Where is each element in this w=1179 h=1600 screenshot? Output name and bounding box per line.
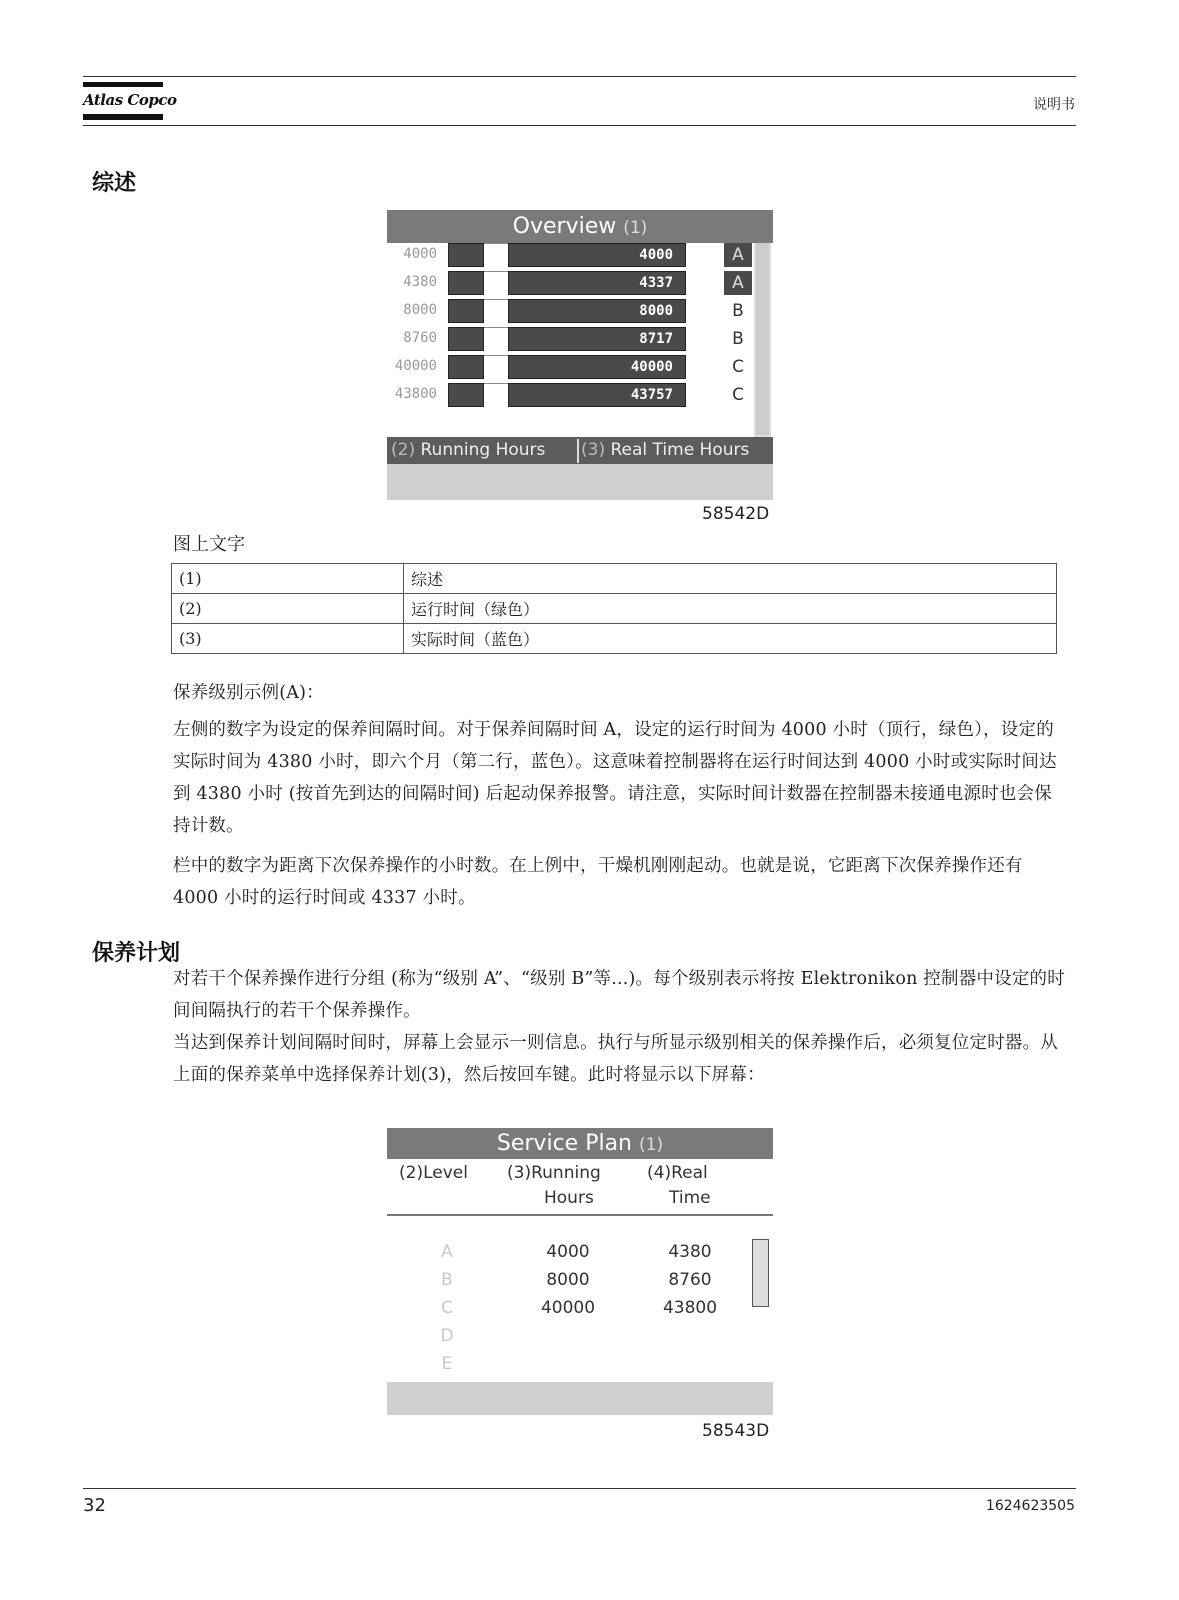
progress-bar-gap	[484, 327, 508, 351]
overview-screen	[387, 210, 773, 500]
overview-footer-bar	[387, 437, 773, 464]
atlas-copco-logo	[83, 82, 177, 122]
overview-screen-title	[387, 210, 773, 243]
paragraph-remaining-hours: 栏中的数字为距离下次保养操作的小时数。在上例中，干燥机刚刚起动。也就是说，它距离下次保养操作还有 4000 小时的运行时间或 4337 小时。	[173, 856, 1023, 908]
set-interval-value: 40000	[394, 358, 437, 374]
plan-running-hours: 40000	[540, 1298, 596, 1318]
service-plan-figure-code: 58543D	[702, 1421, 770, 1441]
footer-divider	[577, 439, 579, 463]
legend-caption: 图上文字	[173, 534, 245, 555]
legend-text: 综述	[404, 564, 1057, 594]
overview-title-text: Overview	[512, 214, 617, 239]
col-running-label-1: Running	[531, 1163, 601, 1183]
progress-bar-gap	[484, 271, 508, 295]
document-number: 1624623505	[985, 1498, 1075, 1514]
remaining-hours-value: 4337	[508, 271, 686, 295]
progress-bar-start	[448, 243, 484, 267]
overview-scrollbar-thumb[interactable]	[756, 243, 769, 435]
service-plan-screen-title	[387, 1128, 773, 1159]
plan-real-time: 43800	[662, 1298, 718, 1318]
real-time-hours-tab[interactable]	[581, 437, 749, 464]
progress-bar-gap	[484, 243, 508, 267]
remaining-hours-value: 43757	[508, 383, 686, 407]
overview-row	[387, 355, 773, 379]
page-number: 32	[83, 1495, 106, 1516]
col-level-label: Level	[423, 1163, 468, 1183]
progress-bar-start	[448, 271, 484, 295]
set-interval-value: 4380	[403, 274, 437, 290]
service-level: C	[732, 385, 744, 405]
plan-running-hours: 4000	[546, 1242, 590, 1262]
col-running-num: (3)	[507, 1163, 532, 1183]
overview-row	[387, 299, 773, 323]
paragraph-reset-timer: 当达到保养计划间隔时间时，屏幕上会显示一则信息。执行与所显示级别相关的保养操作后，必须复位定时器。从上面的保养菜单中选择保养计划(3)，然后按回车键。此时将显示以下屏幕：	[173, 1033, 1058, 1085]
progress-bar-gap	[484, 299, 508, 323]
service-plan-scrollbar[interactable]	[752, 1239, 769, 1307]
set-interval-value: 8760	[403, 330, 437, 346]
real-time-hours-num: (3)	[581, 440, 606, 460]
legend-key: (1)	[172, 564, 404, 594]
remaining-hours-value: 8717	[508, 327, 686, 351]
legend-key: (3)	[172, 624, 404, 654]
plan-level: B	[441, 1270, 453, 1290]
plan-level: D	[440, 1326, 454, 1346]
paragraph-level-grouping: 对若干个保养操作进行分组 (称为“级别 A”、“级别 B”等...)。每个级别表示将按 Elektronikon 控制器中设定的时间间隔执行的若干个保养操作。	[173, 969, 1065, 1021]
col-level-num: (2)	[399, 1163, 424, 1183]
overview-bottom-bar	[387, 464, 773, 500]
plan-level: A	[441, 1242, 453, 1262]
header-rule-top	[83, 76, 1076, 77]
legend-text: 实际时间（蓝色）	[404, 624, 1057, 654]
plan-running-hours: 8000	[546, 1270, 590, 1290]
progress-bar-start	[448, 327, 484, 351]
plan-real-time: 4380	[668, 1242, 712, 1262]
col-real-label-2: Time	[669, 1188, 711, 1208]
real-time-hours-label: Real Time Hours	[610, 440, 750, 460]
col-real-num: (4)	[647, 1163, 672, 1183]
doc-type-label: 说明书	[1033, 97, 1075, 113]
col-header-real	[647, 1161, 711, 1211]
remaining-hours-value: 4000	[508, 243, 686, 267]
col-running-label-2: Hours	[544, 1188, 594, 1208]
service-level: B	[732, 329, 744, 349]
legend-row	[172, 564, 1057, 594]
progress-bar-start	[448, 299, 484, 323]
service-plan-bottom-bar	[387, 1382, 773, 1415]
legend-row	[172, 624, 1057, 654]
service-level: B	[732, 301, 744, 321]
logo-bar-bottom	[83, 114, 163, 120]
service-plan-title-num: (1)	[639, 1135, 664, 1155]
header-divider	[387, 1214, 773, 1216]
logo-bar-top	[83, 82, 163, 87]
running-hours-tab[interactable]	[391, 437, 545, 464]
example-label: 保养级别示例(A)：	[173, 683, 324, 703]
plan-real-time: 8760	[668, 1270, 712, 1290]
plan-level: E	[441, 1354, 453, 1374]
progress-bar-gap	[484, 383, 508, 407]
service-level: C	[732, 357, 744, 377]
service-level: A	[724, 243, 752, 267]
service-level: A	[724, 271, 752, 295]
overview-row	[387, 327, 773, 351]
remaining-hours-value: 40000	[508, 355, 686, 379]
overview-figure-code: 58542D	[702, 504, 770, 524]
overview-heading: 综述	[92, 171, 137, 196]
remaining-hours-value: 8000	[508, 299, 686, 323]
overview-row	[387, 383, 773, 407]
col-header-level	[399, 1161, 468, 1186]
legend-row	[172, 594, 1057, 624]
footer-rule	[83, 1488, 1076, 1489]
legend-text: 运行时间（绿色）	[404, 594, 1057, 624]
progress-bar-gap	[484, 355, 508, 379]
header-rule-bottom	[83, 125, 1076, 126]
service-plan-title-text: Service Plan	[496, 1131, 632, 1156]
paragraph-interval-explanation: 左侧的数字为设定的保养间隔时间。对于保养间隔时间 A，设定的运行时间为 4000 小时（顶行，绿色），设定的实际时间为 4380 小时，即六个月（第二行，蓝色）。这意味着控制器将在运行时间达到 4000 小时或实际时间达到 4380 小时 (按首先到达的间隔时间) 后起动保养报警。请注意，实际时间计数器在控制器未接通电源时也会保持计数。	[173, 720, 1057, 836]
overview-row	[387, 243, 773, 267]
set-interval-value: 4000	[403, 246, 437, 262]
overview-title-num: (1)	[623, 218, 648, 238]
progress-bar-start	[448, 355, 484, 379]
legend-key: (2)	[172, 594, 404, 624]
service-plan-heading: 保养计划	[92, 941, 181, 966]
set-interval-value: 8000	[403, 302, 437, 318]
logo-text: Atlas Copco	[83, 91, 177, 109]
col-header-running	[507, 1161, 601, 1211]
plan-level: C	[441, 1298, 453, 1318]
running-hours-num: (2)	[391, 440, 416, 460]
legend-table	[171, 563, 1057, 654]
overview-row	[387, 271, 773, 295]
progress-bar-start	[448, 383, 484, 407]
running-hours-label: Running Hours	[420, 440, 546, 460]
set-interval-value: 43800	[394, 386, 437, 402]
col-real-label-1: Real	[671, 1163, 708, 1183]
service-plan-screen	[387, 1128, 773, 1415]
